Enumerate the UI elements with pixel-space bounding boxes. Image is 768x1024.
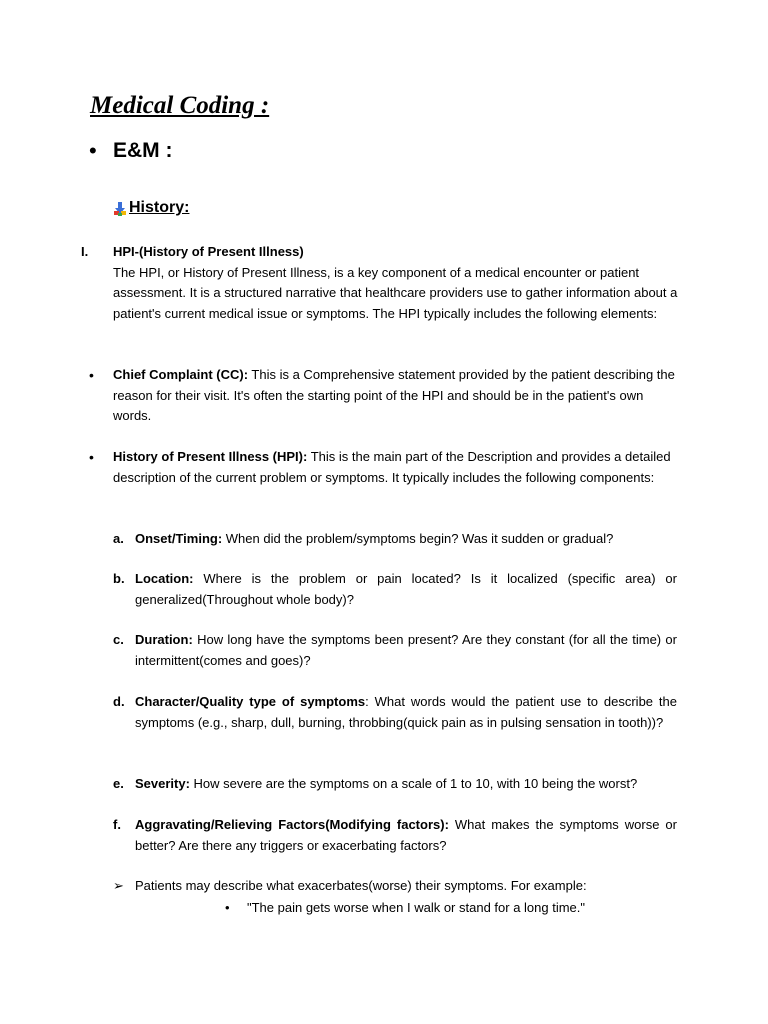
example-bullet: • [225, 900, 230, 915]
hpi-heading: HPI-(History of Present Illness) [113, 244, 304, 259]
list-item [113, 447, 679, 488]
component-item [135, 774, 677, 795]
colored-arrow-bullet-icon [114, 202, 126, 216]
list-bullet: • [89, 449, 94, 465]
hpi-intro: The HPI, or History of Present Illness, is a key component of a medical encounter or patient assessment. It is a structured narrative that healthcare providers use to gather information about a patient's current medical issue or symptoms. The HPI typically includes the following elements: [113, 264, 678, 321]
arrow-bullet-icon: ➢ [113, 878, 124, 893]
component-label: Onset/Timing: [135, 531, 223, 546]
component-label: Location: [135, 571, 194, 586]
hpi-paragraph [113, 242, 679, 324]
component-label: Character/Quality type of symptoms [135, 694, 366, 709]
section-heading: E&M : [113, 139, 173, 162]
component-text: How long have the symptoms been present? Are they constant (for all the time) or intermittent(comes and goes)? [135, 632, 677, 668]
page-title: Medical Coding : [90, 92, 270, 119]
item-text: This is the main part of the Description and provides a detailed description of the current problem or symptoms. It typically includes the following components: [113, 449, 671, 485]
component-text: : What words would the patient use to describe the symptoms (e.g., sharp, dull, burning, throbbing(quick pain as in pulsing sensation in tooth))? [135, 694, 678, 730]
list-item [113, 365, 679, 427]
component-letter: a. [113, 531, 124, 546]
item-label: Chief Complaint (CC): [113, 367, 249, 382]
component-text: Where is the problem or pain located? Is it localized (specific area) or generalized(Throughout whole body)? [135, 571, 677, 607]
subsection-heading: History: [129, 199, 190, 216]
component-item [135, 815, 677, 856]
item-label: History of Present Illness (HPI): [113, 449, 308, 464]
component-text: When did the problem/symptoms begin? Was it sudden or gradual? [222, 531, 614, 546]
note-text: Patients may describe what exacerbates(worse) their symptoms. For example: [135, 878, 587, 893]
section-bullet: • [89, 138, 97, 163]
component-label: Aggravating/Relieving Factors(Modifying factors): [135, 817, 449, 832]
list-bullet: • [89, 367, 94, 383]
roman-numeral: I. [81, 244, 89, 259]
component-label: Severity: [135, 776, 190, 791]
item-text: This is a Comprehensive statement provided by the patient describing the reason for their visit. It's often the starting point of the HPI and should be in the patient's own words. [113, 367, 675, 423]
component-letter: e. [113, 776, 124, 791]
component-label: Duration: [135, 632, 193, 647]
component-letter: c. [113, 632, 124, 647]
component-text: What makes the symptoms worse or better? Are there any triggers or exacerbating factors? [135, 817, 677, 853]
component-item [135, 569, 677, 610]
component-letter: f. [113, 817, 121, 832]
component-letter: d. [113, 694, 125, 709]
example-text: "The pain gets worse when I walk or stand for a long time." [247, 900, 586, 915]
component-text: How severe are the symptoms on a scale of 1 to 10, with 10 being the worst? [189, 776, 638, 791]
component-item [135, 630, 677, 671]
component-item [135, 692, 677, 733]
component-letter: b. [113, 571, 125, 586]
component-item [135, 529, 677, 550]
